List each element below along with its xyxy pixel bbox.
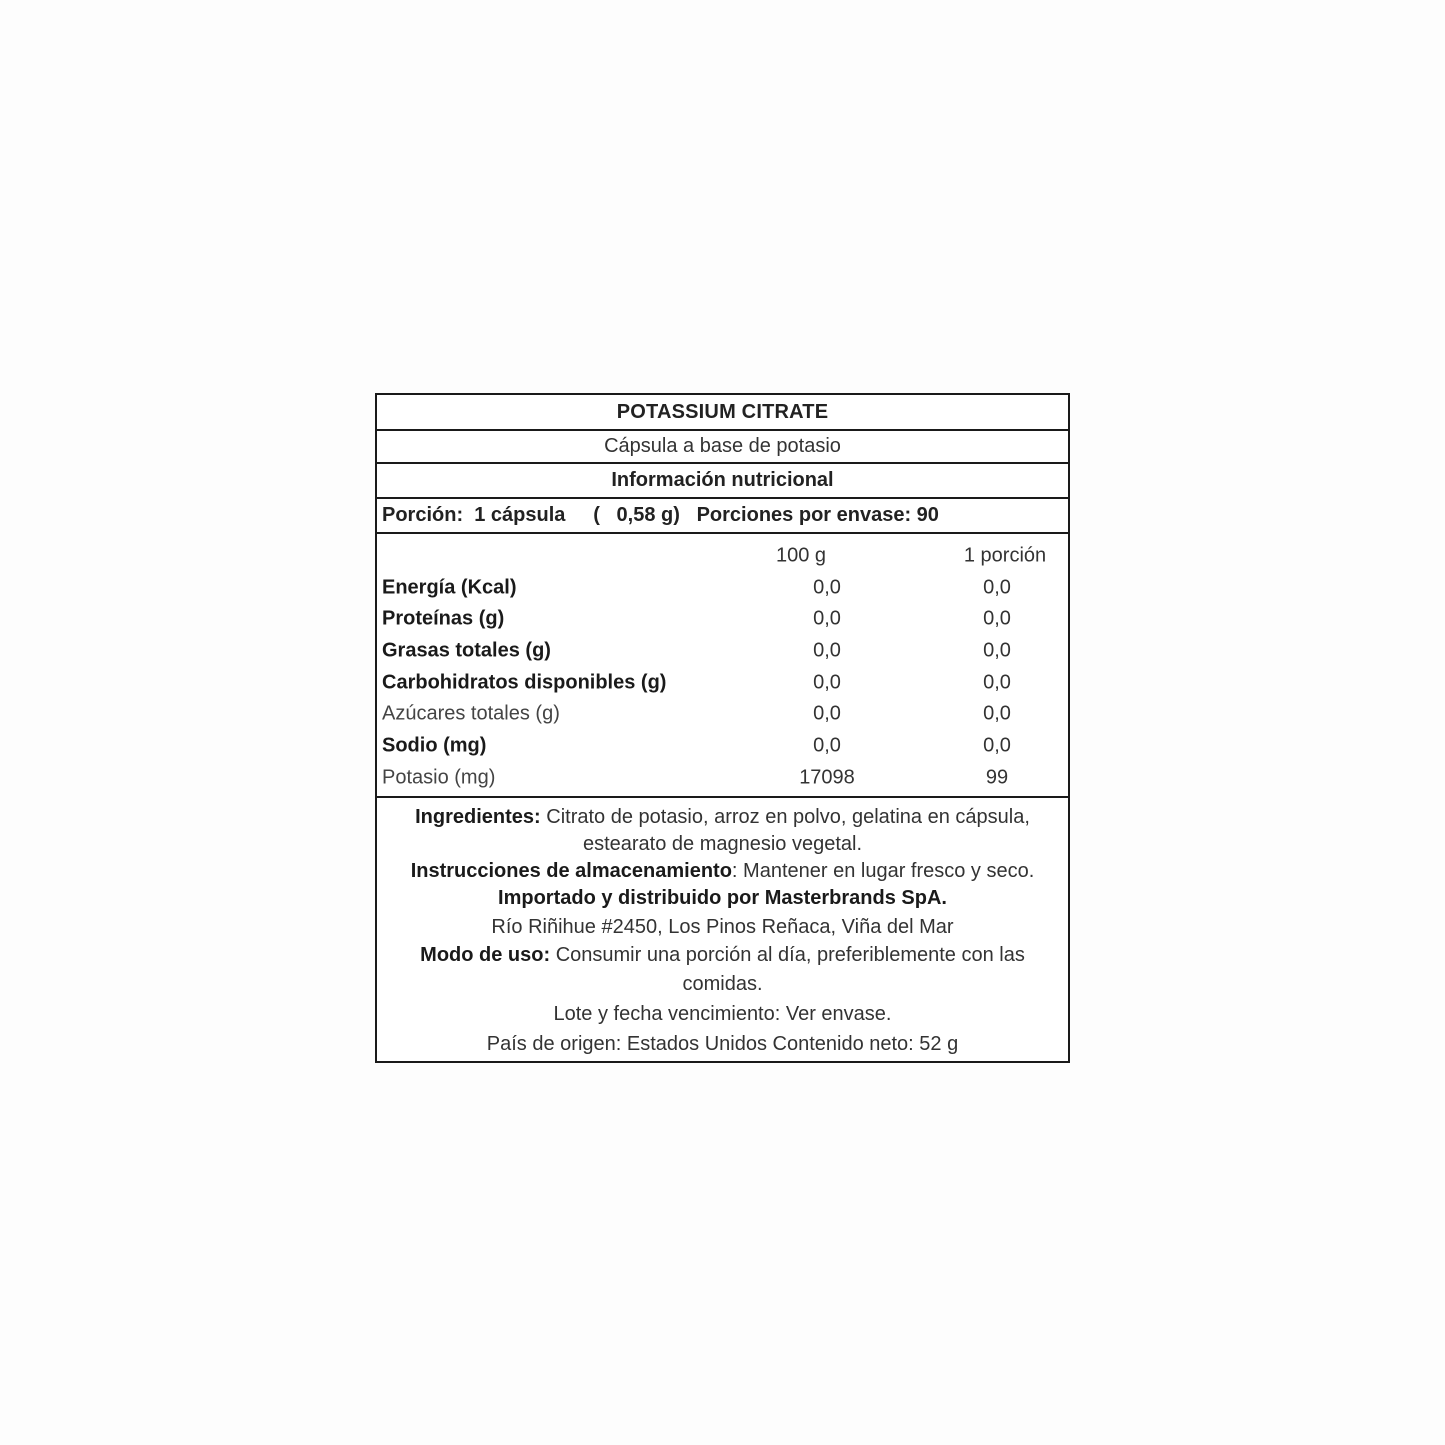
origin-net-content: País de origen: Estados Unidos Contenido neto: 52 g [486,1032,959,1055]
value-portion: 99 [985,766,1009,789]
nutrition-header-row [377,540,1068,572]
nutrition-row [377,603,1068,635]
nutrient-name: Grasas totales (g) [382,639,551,662]
nutrition-label [375,393,1070,1063]
value-100g: 0,0 [813,702,841,725]
portion-label: Porción: [382,504,464,526]
value-100g: 0,0 [813,671,841,694]
ingredients-text: Citrato de potasio, arroz en polvo, gelatina en cápsula, [540,805,1030,828]
nutrient-name: Proteínas (g) [382,607,505,630]
importer-address: Río Riñihue #2450, Los Pinos Reñaca, Viña del Mar [491,915,954,938]
value-portion: 0,0 [983,671,1011,694]
nutrient-name: Azúcares totales (g) [382,702,560,725]
ingredients-text-continued: estearato de magnesio vegetal. [582,832,863,855]
usage-label: Modo de uso: [420,943,551,966]
nutrition-row [377,762,1068,794]
nutrient-name: Potasio (mg) [382,766,496,789]
portion-amount: 1 cápsula [474,504,566,526]
value-100g: 0,0 [813,734,841,757]
label-footer [377,798,1068,1061]
nutrition-row [377,698,1068,730]
usage [387,942,1058,969]
portion-row [377,499,1068,534]
nutrition-row [377,730,1068,762]
storage-text: : Mantener en lugar fresco y seco. [731,859,1035,882]
product-title: POTASSIUM CITRATE [377,395,1068,431]
lot-expiry: Lote y fecha vencimiento: Ver envase. [553,1002,892,1025]
product-subtitle: Cápsula a base de potasio [377,431,1068,464]
nutrition-row [377,667,1068,699]
nutrition-row [377,635,1068,667]
nutrition-heading: Información nutricional [377,464,1068,499]
column-100g: 100 g [775,544,827,567]
value-portion: 0,0 [983,576,1011,599]
nutrient-name: Energía (Kcal) [382,576,517,599]
usage-text: Consumir una porción al día, preferiblemente con las [550,943,1025,966]
value-100g: 0,0 [813,576,841,599]
ingredients-label: Ingredientes: [415,805,541,828]
nutrient-name: Carbohidratos disponibles (g) [382,671,667,694]
value-100g: 0,0 [813,639,841,662]
value-portion: 0,0 [983,734,1011,757]
servings-per-container: Porciones por envase: 90 [696,504,939,526]
value-100g: 17098 [799,766,855,789]
value-100g: 0,0 [813,607,841,630]
usage-text-continued: comidas. [682,972,763,995]
column-portion: 1 porción [963,544,1047,567]
value-portion: 0,0 [983,607,1011,630]
ingredients [387,804,1058,831]
value-portion: 0,0 [983,639,1011,662]
portion-weight: ( 0,58 g) [593,504,680,526]
storage-instructions [387,858,1058,885]
nutrition-row [377,572,1068,604]
value-portion: 0,0 [983,702,1011,725]
nutrition-table [377,534,1068,798]
storage-label: Instrucciones de almacenamiento [410,859,732,882]
importer: Importado y distribuido por Masterbrands SpA. [498,886,947,909]
nutrient-name: Sodio (mg) [382,734,487,757]
